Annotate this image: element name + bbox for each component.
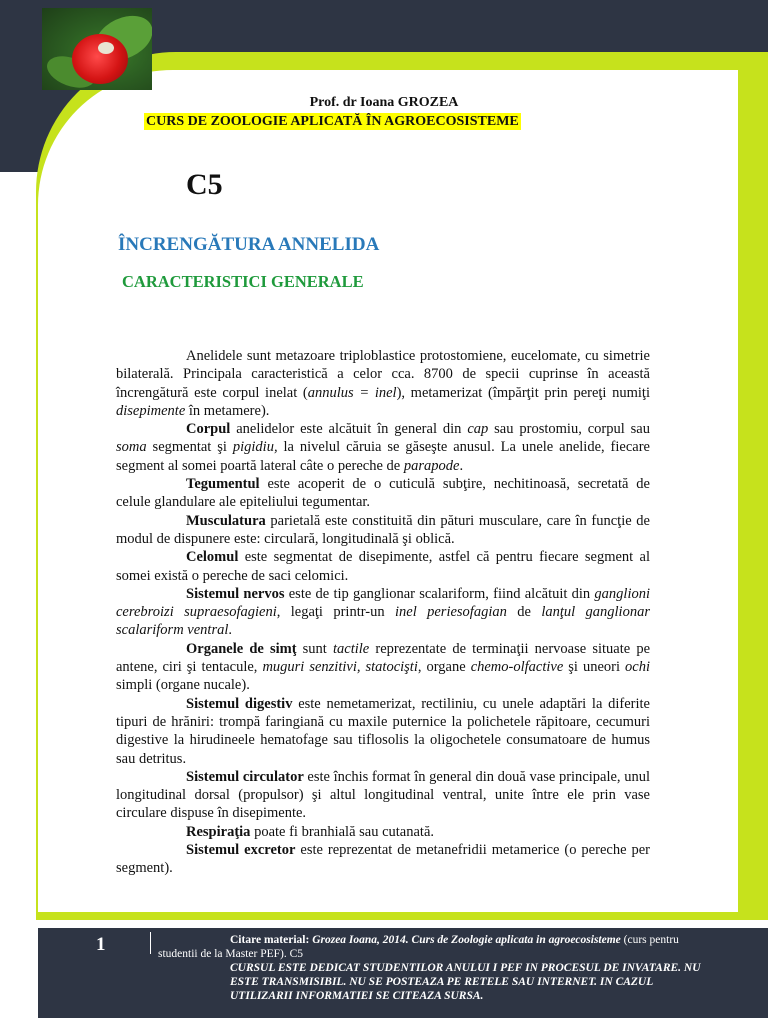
paragraph-organele-de-simt: Organele de simţ sunt tactile reprezentate de terminaţii nervoase situate pe antene, ciri şi tentacule, muguri senzitivi, statocişti, organe chemo-olfactive şi uneori ochi simpli (organe nucale). xyxy=(116,640,651,694)
section-title: ÎNCRENGĂTURA ANNELIDA xyxy=(118,234,380,255)
paragraph-sistemul-excretor: Sistemul excretor este reprezentat de metanefridii metamerice (o pereche per segment). xyxy=(116,842,650,877)
paragraph-musculatura: Musculatura parietală este constituită din pături musculare, care în funcţie de modul de dispunere este: circulară, longitudinală şi oblică. xyxy=(116,512,650,547)
footer-text xyxy=(158,933,718,1003)
paragraph-tegumentul: Tegumentul este acoperit de o cuticulă subţire, nechitinoasă, secretată de celule glandulare ale epiteliului tegumentar. xyxy=(116,476,650,511)
usage-notice: CURSUL ESTE DEDICAT STUDENTILOR ANULUI I PEF IN PROCESUL DE INVATARE. NU ESTE TRANSMISIBIL. NU SE POSTEAZA PE RETELE SAU INTERNET. IN CAZUL UTILIZARII INFORMATIEI SE CITEAZA SURSA. xyxy=(230,962,701,1002)
citation: Citare material: Grozea Ioana, 2014. Curs de Zoologie aplicata in agroecosisteme (curs pentru studentii de la Master PEF). C5 xyxy=(158,934,679,960)
author-name: Prof. dr Ioana GROZEA xyxy=(309,95,459,110)
paragraph-celomul: Celomul este segmentat de disepimente, astfel că pentru fiecare segment al somei există o pereche de saci celomici. xyxy=(116,549,650,584)
flower-bug-photo xyxy=(42,8,152,90)
page-number-divider xyxy=(150,932,151,954)
lecture-code: C5 xyxy=(186,168,223,201)
subsection-title: CARACTERISTICI GENERALE xyxy=(122,272,364,291)
paragraph-corpul: Corpul anelidelor este alcătuit în general din cap sau prostomiu, corpul sau soma segmentat şi pigidiu, la nivelul căruia se găseşte anusul. La unele anelide, fiecare segment al somei poartă lateral câte o pereche de parapode. xyxy=(116,421,650,474)
paragraph-respiratia: Respiraţia poate fi branhială sau cutanată. xyxy=(186,823,435,840)
paragraph-sistemul-nervos: Sistemul nervos este de tip ganglionar scalariform, fiind alcătuit din ganglioni cerebroizi supraesofagieni, legaţi printr-un inel periesofagian de lanţul ganglionar scalariform ventral. xyxy=(116,585,651,639)
paragraph-intro: Anelidele sunt metazoare triploblastice protostomiene, eucelomate, cu simetrie bilaterală. Principala caracteristică a celor cca. 8700 de specii cuprinse în această încrengătură este corpul inelat (annulus = inel), metamerizat (împărţit prin pereţi numiţi disepimente în metamere). xyxy=(116,348,650,419)
paragraph-sistemul-digestiv: Sistemul digestiv este nemetamerizat, rectiliniu, cu unele adaptări la diferite tipuri de hrăniri: trompă faringiană cu maxile puternice la polichetele răpitoare, cecumuri digestive la hirudineele hematofage sau tiflosolis la oligochetele consumatoare de humus sau detritus. xyxy=(116,695,650,767)
course-title: CURS DE ZOOLOGIE APLICATĂ ÎN AGROECOSISTEME xyxy=(146,114,519,129)
body-text xyxy=(116,347,650,878)
page-number: 1 xyxy=(96,934,106,955)
paragraph-sistemul-circulator: Sistemul circulator este închis format în general din două vase principale, unul longitudinal dorsal (propulsor) şi altul longitudinal ventral, unite între ele prin vase circulare dispuse în disepimente. xyxy=(116,768,650,822)
